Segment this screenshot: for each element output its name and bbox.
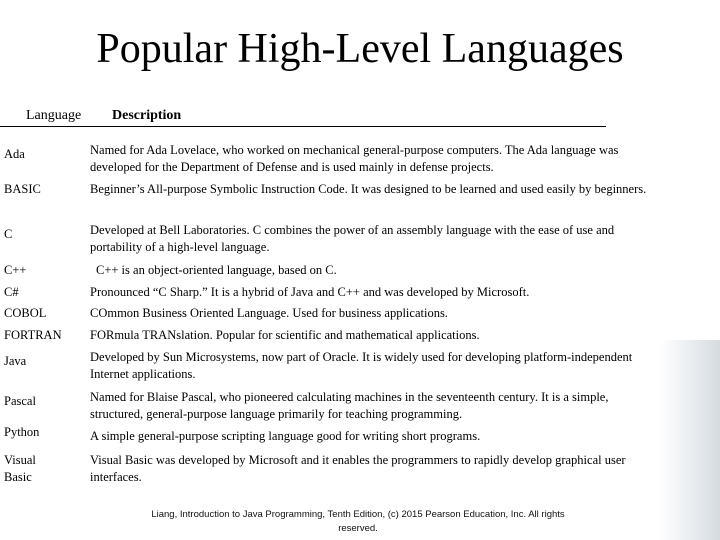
description-cell: COmmon Business Oriented Language. Used for business applications. bbox=[90, 306, 448, 320]
description-cell: Named for Blaise Pascal, who pioneered calculating machines in the seventeenth century. It is a simple, structured, general-purpose language primarily for teaching programming. bbox=[90, 390, 609, 421]
description-cell: Developed at Bell Laboratories. C combines the power of an assembly language with the ease of use and portability of a high-level language. bbox=[90, 223, 615, 254]
languages-table bbox=[24, 106, 684, 128]
copyright-footer: Liang, Introduction to Java Programming, Tenth Edition, (c) 2015 Pearson Education, Inc. All rights reserved. bbox=[151, 509, 565, 534]
description-cell: A simple general-purpose scripting language good for writing short programs. bbox=[90, 429, 481, 443]
description-cell: Developed by Sun Microsystems, now part of Oracle. It is widely used for developing platform-independent Internet applications. bbox=[90, 350, 633, 381]
table-header bbox=[24, 106, 684, 128]
language-cell: Ada bbox=[4, 147, 25, 161]
description-cell: Named for Ada Lovelace, who worked on mechanical general-purpose computers. The Ada language was developed for the Department of Defense and is used mainly in defense projects. bbox=[90, 143, 619, 174]
language-cell: C++ bbox=[4, 263, 27, 277]
language-cell: FORTRAN bbox=[4, 328, 62, 342]
language-cell: COBOL bbox=[4, 306, 47, 320]
language-column-header: Language bbox=[26, 108, 82, 123]
description-cell: C++ is an object-oriented language, based on C. bbox=[96, 263, 337, 277]
language-cell: Visual Basic bbox=[4, 453, 36, 484]
description-cell: Pronounced “C Sharp.” It is a hybrid of Java and C++ and was developed by Microsoft. bbox=[90, 285, 530, 299]
description-cell: Visual Basic was developed by Microsoft and it enables the programmers to rapidly develop graphical user interfaces. bbox=[90, 453, 626, 484]
language-cell: BASIC bbox=[4, 182, 41, 196]
language-cell: Python bbox=[4, 425, 40, 439]
header-rule bbox=[0, 126, 606, 127]
description-cell: FORmula TRANslation. Popular for scientific and mathematical applications. bbox=[90, 328, 480, 342]
language-cell: C bbox=[4, 227, 13, 241]
language-cell: Pascal bbox=[4, 394, 36, 408]
slide-title: Popular High-Level Languages bbox=[96, 26, 624, 72]
description-cell: Beginner’s All-purpose Symbolic Instruction Code. It was designed to be learned and used easily by beginners. bbox=[90, 182, 647, 196]
description-column-header: Description bbox=[112, 108, 182, 123]
decorative-corner bbox=[660, 340, 720, 540]
language-cell: C# bbox=[4, 285, 19, 299]
language-cell: Java bbox=[4, 354, 27, 368]
